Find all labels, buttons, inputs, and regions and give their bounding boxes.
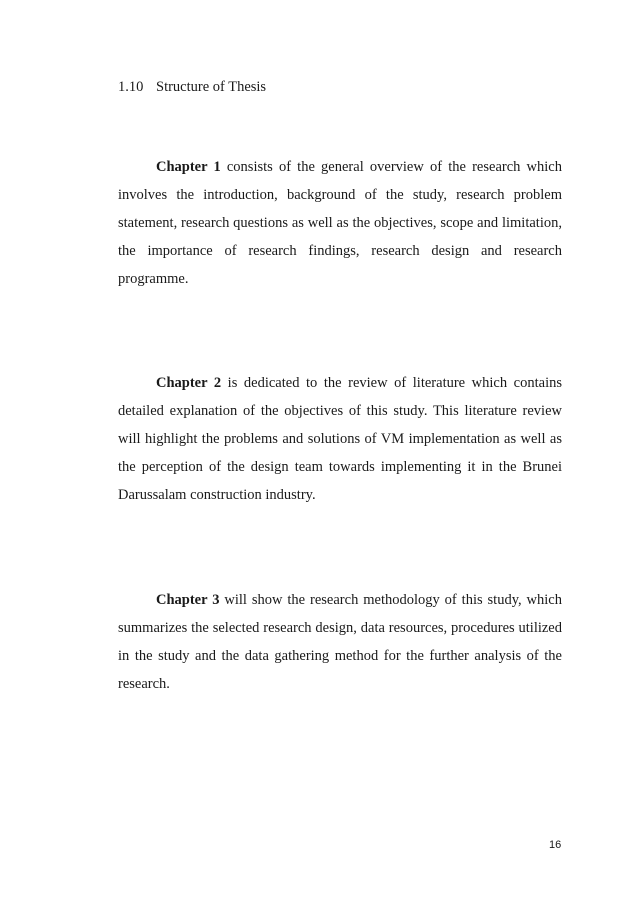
chapter-1-label: Chapter 1 <box>156 159 221 175</box>
paragraph-chapter-3 <box>118 586 562 698</box>
chapter-3-label: Chapter 3 <box>156 592 220 608</box>
page-number: 16 <box>549 839 562 851</box>
chapter-3-text: will show the research methodology of this study, which summarizes the selected research design, data resources, procedures utilized in the study and the data gathering method for the further analysis of the research. <box>118 592 562 692</box>
paragraph-chapter-1 <box>118 153 562 293</box>
section-number: 1.10 <box>118 79 144 95</box>
chapter-2-text: is dedicated to the review of literature which contains detailed explanation of the objectives of this study. This literature review will highlight the problems and solutions of VM implementation as well as the perception of the design team towards implementing it in the Brunei Darussalam construction industry. <box>118 375 562 503</box>
section-title: Structure of Thesis <box>156 79 267 95</box>
chapter-2-label: Chapter 2 <box>156 375 222 391</box>
chapter-1-text: consists of the general overview of the research which involves the introduction, background of the study, research problem statement, research questions as well as the objectives, scope and limitation, the importance of research findings, research design and research programme. <box>118 159 562 287</box>
paragraph-chapter-2 <box>118 369 562 509</box>
section-heading <box>118 77 266 97</box>
